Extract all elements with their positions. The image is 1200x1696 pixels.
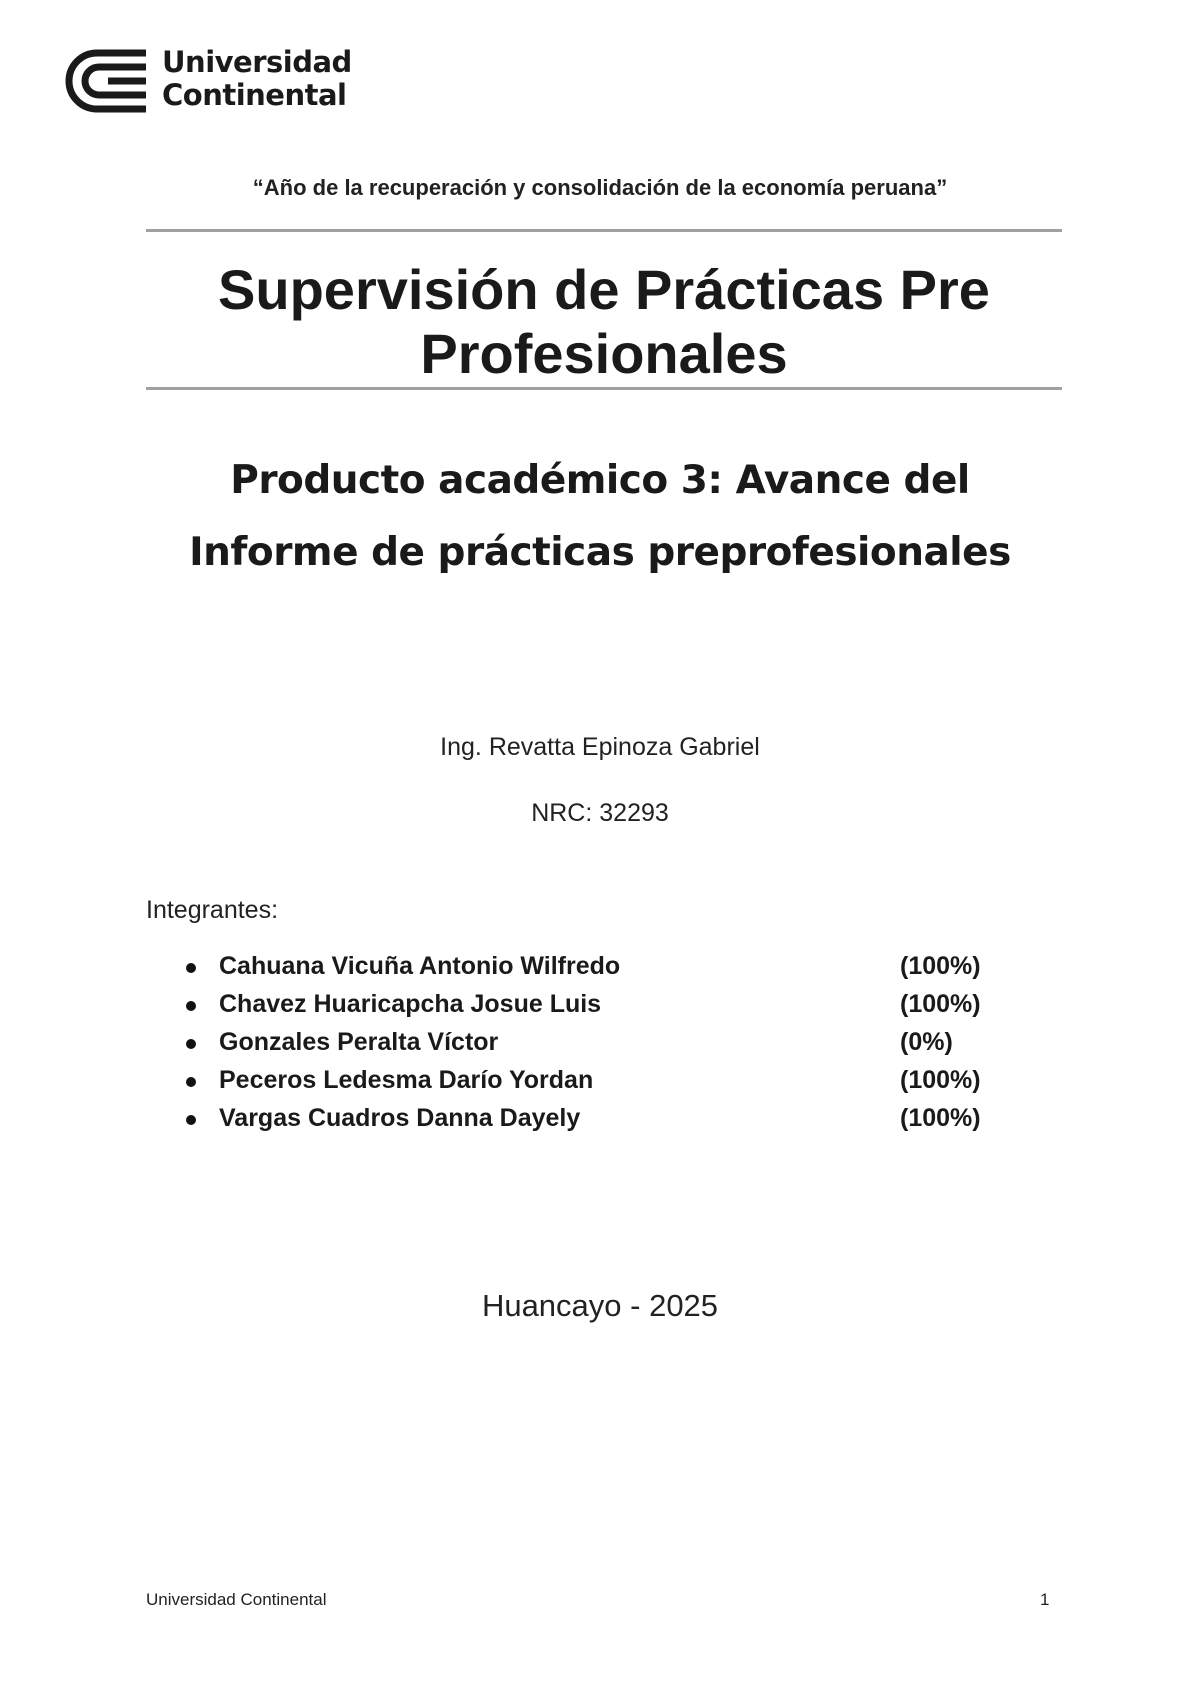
bullet-icon: [186, 963, 196, 973]
member-name: Gonzales Peralta Víctor: [219, 1028, 499, 1056]
title-line-2: Profesionales: [420, 322, 788, 385]
document-title: [146, 258, 1062, 386]
member-participation: (100%): [900, 952, 981, 980]
title-bottom-rule: [146, 387, 1062, 390]
bullet-icon: [186, 1039, 196, 1049]
list-item: [180, 985, 1020, 1023]
bullet-icon: [186, 1077, 196, 1087]
list-item: [180, 1061, 1020, 1099]
member-participation: (100%): [900, 1066, 981, 1094]
member-name: Peceros Ledesma Darío Yordan: [219, 1066, 594, 1094]
page-number: 1: [1040, 1590, 1050, 1609]
logo-wordmark: [162, 46, 352, 112]
subtitle-line-2: Informe de prácticas preprofesionales: [189, 530, 1011, 575]
member-name: Vargas Cuadros Danna Dayely: [219, 1104, 581, 1132]
logo-line-2: Continental: [162, 78, 347, 112]
subtitle-line-1: Producto académico 3: Avance del: [230, 458, 970, 503]
university-logo: [64, 46, 364, 116]
member-name: Cahuana Vicuña Antonio Wilfredo: [219, 952, 621, 980]
title-top-rule: [146, 229, 1062, 232]
footer-institution: Universidad Continental: [146, 1590, 327, 1609]
list-item: [180, 947, 1020, 985]
member-participation: (100%): [900, 990, 981, 1018]
members-label: Integrantes:: [146, 896, 279, 924]
nrc-code: NRC: 32293: [531, 799, 669, 827]
logo-line-1: Universidad: [162, 45, 352, 79]
bullet-icon: [186, 1115, 196, 1125]
instructor-name: Ing. Revatta Epinoza Gabriel: [440, 733, 760, 761]
member-participation: (100%): [900, 1104, 981, 1132]
bullet-icon: [186, 1001, 196, 1011]
member-participation: (0%): [900, 1028, 953, 1056]
title-line-1: Supervisión de Prácticas Pre: [218, 258, 990, 321]
list-item: [180, 1099, 1020, 1137]
location-year: Huancayo - 2025: [481, 1288, 719, 1323]
member-name: Chavez Huaricapcha Josue Luis: [219, 990, 602, 1018]
document-subtitle: [0, 445, 1200, 589]
list-item: [180, 1023, 1020, 1061]
university-logo-icon: [64, 48, 150, 114]
members-list: [180, 947, 1020, 1137]
year-motto: “Año de la recuperación y consolidación de la economía peruana”: [252, 175, 948, 200]
